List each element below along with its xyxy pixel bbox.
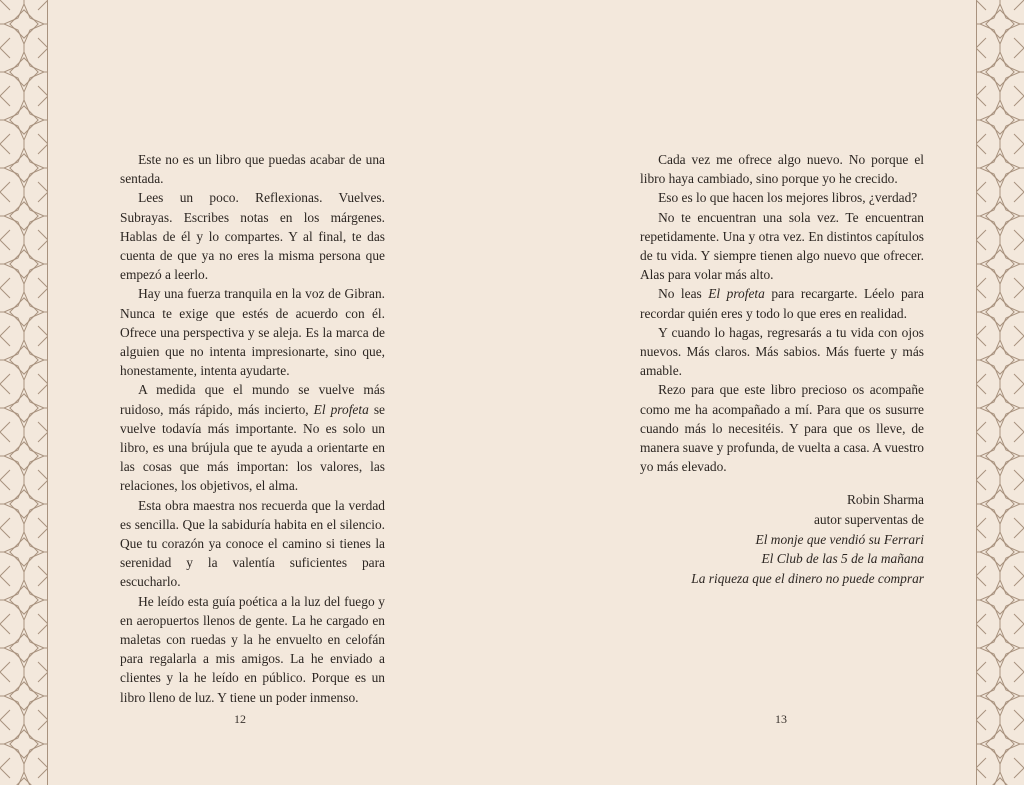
geometric-pattern-icon <box>976 0 1024 785</box>
page-number-left: 12 <box>234 712 246 726</box>
paragraph: Rezo para que este libro precioso os acompañe como me ha acompañado a mí. Para que os susurre cuando más lo necesitéis. Y para que os lleve, de manera suave y profunda, de vuelta a casa. A vuestro yo más elevado. <box>640 382 924 475</box>
paragraph: Esta obra maestra nos recuerda que la verdad es sencilla. Que la sabiduría habita en el silencio. Que tu corazón ya conoce el camino si tienes la serenidad y la valentía suficientes para escucharlo. <box>120 497 385 590</box>
paragraph: Eso es lo que hacen los mejores libros, ¿verdad? <box>658 190 918 206</box>
left-page-text <box>120 150 385 707</box>
book-title: El profeta <box>708 286 765 302</box>
text-run: se vuelve todavía más importante. No es solo un libro, es una brújula que te ayuda a orientarte en las cosas que más importan: los valores, las relaciones, los objetivos, el alma. <box>120 401 385 494</box>
paragraph <box>120 380 385 495</box>
paragraph: Este no es un libro que puedas acabar de una sentada. <box>120 152 385 187</box>
paragraph <box>640 284 924 322</box>
book-title: El profeta <box>313 401 369 417</box>
geometric-pattern-icon <box>0 0 47 785</box>
paragraph: Cada vez me ofrece algo nuevo. No porque el libro haya cambiado, sino porque yo he crecido. <box>640 152 924 187</box>
left-ornamental-border <box>0 0 48 785</box>
text-run: A medida que el mundo se vuelve más ruidoso, más rápido, más incierto, <box>120 382 385 417</box>
paragraph: Lees un poco. Reflexionas. Vuelves. Subrayas. Escribes notas en los márgenes. Hablas de él y lo compartes. Y al final, te das cuenta de que ya no eres la misma persona que empezó a leerlo. <box>120 190 385 283</box>
paragraph: Hay una fuerza tranquila en la voz de Gibran. Nunca te exige que estés de acuerdo con él. Ofrece una perspectiva y se aleja. Es la marca de alguien que no intenta impresionarte, sino que, honestamente, intenta ayudarte. <box>120 286 385 379</box>
page-number-right: 13 <box>775 712 787 726</box>
paragraph: No te encuentran una sola vez. Te encuentran repetidamente. Una y otra vez. En distintos capítulos de tu vida. Y siempre tienen algo nuevo que ofrecer. Alas para volar más alto. <box>640 209 924 283</box>
right-page-text <box>640 150 924 588</box>
text-run: No leas <box>658 286 709 302</box>
author-role: autor superventas de <box>813 512 924 528</box>
book-title: La riqueza que el dinero no puede comprar <box>691 570 924 586</box>
author-signature <box>640 490 924 588</box>
author-name: Robin Sharma <box>847 492 924 508</box>
book-title: El monje que vendió su Ferrari <box>755 531 924 547</box>
book-title: El Club de las 5 de la mañana <box>761 551 924 567</box>
text-run: para recargarte. Léelo para recordar quién eres y todo lo que eres en realidad. <box>640 286 924 321</box>
paragraph: He leído esta guía poética a la luz del fuego y en aeropuertos llenos de gente. La he cargado en maletas con ruedas y la he envuelto en celofán para regalarla a mis amigos. La he enviado a clientes y la he leído en público. Porque es un libro lleno de luz. Y tiene un poder inmenso. <box>120 593 385 705</box>
paragraph: Y cuando lo hagas, regresarás a tu vida con ojos nuevos. Más claros. Más sabios. Más fuerte y más amable. <box>640 324 924 379</box>
right-ornamental-border <box>976 0 1024 785</box>
